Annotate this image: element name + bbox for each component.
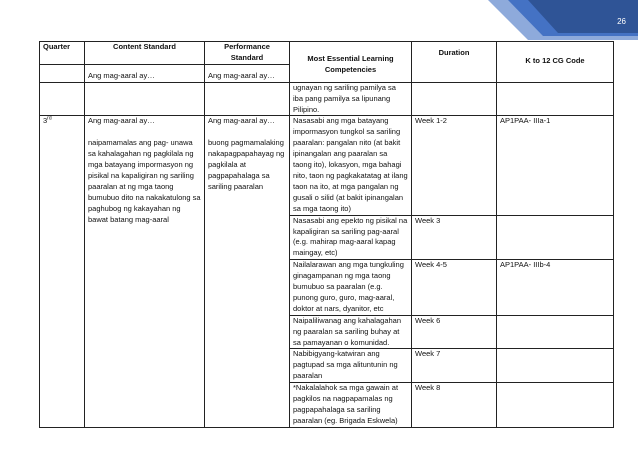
header-duration: Duration — [412, 42, 497, 83]
competency-duration: Week 8 — [412, 383, 497, 428]
carryover-row — [40, 82, 614, 116]
quarter-label-sup: rd — [47, 115, 52, 122]
performance-standard-cell — [205, 116, 290, 427]
sub-header-performance: Ang mag-aaral ay… — [205, 64, 290, 82]
header-row — [40, 42, 614, 65]
competency-code — [497, 315, 614, 349]
sub-header-content: Ang mag-aaral ay… — [85, 64, 205, 82]
header-cg-code: K to 12 CG Code — [497, 42, 614, 83]
corner-decoration — [488, 0, 638, 40]
content-standard-cell — [85, 116, 205, 427]
quarter-label: 3 — [43, 116, 48, 126]
competency-text: Nasasabi ang epekto ng pisikal na kapaligiran sa sariling pag-aaral (e.g. mahirap mag-aaral kapag maingay, etc) — [290, 215, 412, 260]
competency-code: AP1PAA- IIIb-4 — [497, 260, 614, 316]
quarter-cell — [40, 116, 85, 427]
header-quarter-blank — [40, 64, 85, 82]
content-standard-text: naipamamalas ang pag- unawa sa kahalagahan ng pagkilala ng mga batayang impormasyon ng pisikal na kapaligiran ng sariling paaralan at ng mga taong bumubuo dito na nakakatulong sa paghubog ng kakayahan ng bawat batang mag-aaral — [88, 138, 201, 224]
competency-text: Nailalarawan ang mga tungkuling ginagampanan ng mga taong bumubuo sa paaralan (e.g. punong guro, guro, mag-aaral, doktor at nars, dyanitor, etc — [290, 260, 412, 316]
carryover-competency: ugnayan ng sariling pamilya sa iba pang pamilya sa lipunang Pilipino. — [290, 82, 412, 116]
performance-standard-intro: Ang mag-aaral ay… — [208, 116, 275, 126]
header-quarter: Quarter — [40, 42, 85, 65]
header-essential-learning: Most Essential Learning Competencies — [290, 42, 412, 83]
competency-text: Nabibigyang-katwiran ang pagtupad sa mga alituntunin ng paaralan — [290, 349, 412, 383]
competency-duration: Week 4-5 — [412, 260, 497, 316]
carryover-empty-3 — [205, 82, 290, 116]
header-content-standard: Content Standard — [85, 42, 205, 65]
carryover-empty-6 — [497, 82, 614, 116]
competency-text: Nasasabi ang mga batayang impormasyon tungkol sa sariling paaralan: pangalan nito (at bakit ipinangalan ang paaralan sa taong ito), lokasyon, mga bahagi nito, taon ng pagkakatatag at ilang taon na ito, at mga pangalan ng gusali o silid (at bakit ipinangalan sa mga taong ito) — [290, 116, 412, 215]
performance-standard-text: buong pagmamalaking nakapagpapahayag ng pagkilala at pagpapahalaga sa sariling paaralan — [208, 138, 285, 191]
competency-code: AP1PAA- IIIa-1 — [497, 116, 614, 215]
competency-duration: Week 1-2 — [412, 116, 497, 215]
content-standard-intro: Ang mag-aaral ay… — [88, 116, 155, 126]
competency-duration: Week 7 — [412, 349, 497, 383]
competency-duration: Week 3 — [412, 215, 497, 260]
curriculum-table — [39, 41, 614, 428]
carryover-empty-1 — [40, 82, 85, 116]
competency-code — [497, 349, 614, 383]
page-number: 26 — [617, 17, 626, 26]
competency-code — [497, 383, 614, 428]
competency-duration: Week 6 — [412, 315, 497, 349]
competency-row — [40, 116, 614, 215]
competency-code — [497, 215, 614, 260]
competency-text: Naipaliliwanag ang kahalagahan ng paaralan sa sariling buhay at sa pamayanan o komunidad. — [290, 315, 412, 349]
carryover-empty-2 — [85, 82, 205, 116]
competency-text: *Nakalalahok sa mga gawain at pagkilos na nagpapamalas ng pagpapahalaga sa sariling paaralan (eg. Brigada Eskwela) — [290, 383, 412, 428]
header-performance-standard: Performance Standard — [205, 42, 290, 65]
carryover-empty-5 — [412, 82, 497, 116]
